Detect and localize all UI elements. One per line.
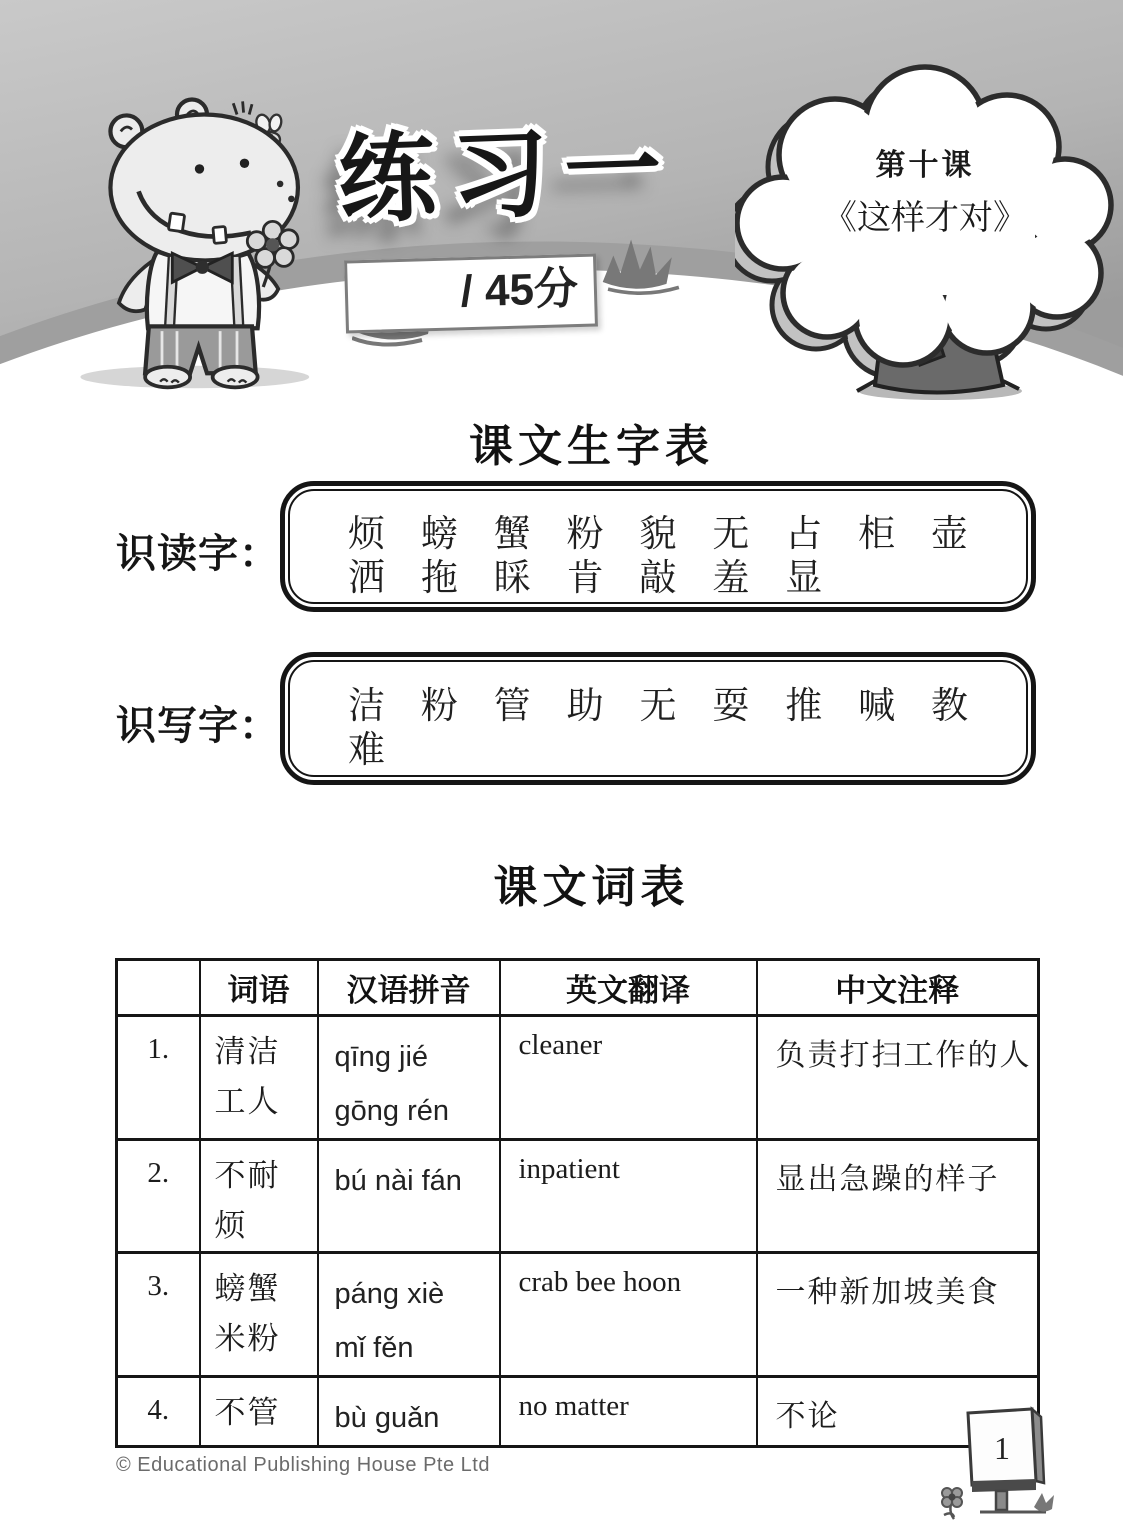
grass-tuft-icon [598,236,696,298]
score-box [344,253,598,333]
character: 助 [566,685,604,727]
lesson-title: 《这样才对》 [823,200,1027,237]
note-cell: 负责打扫工作的人 [757,1016,1039,1140]
english-cell: inpatient [500,1140,757,1253]
character: 睬 [493,557,531,599]
hippo-eye [195,164,204,173]
hippo-foot [213,367,258,388]
character: 柜 [858,513,896,555]
character: 壶 [931,513,969,555]
character: 难 [347,729,385,771]
read-characters-row-2 [330,547,986,599]
column-header-word: 词语 [200,960,318,1016]
character: 耍 [712,685,750,727]
read-characters-label: 识读字： [116,532,280,576]
character: 粉 [420,685,458,727]
character: 无 [639,685,677,727]
character: 拖 [420,557,458,599]
column-header-index [117,960,200,1016]
character: 蟹 [493,513,531,555]
character: 粉 [566,513,604,555]
row-number: 3. [117,1253,200,1377]
section-heading-vocabulary: 课文词表 [493,863,690,912]
row-number: 1. [117,1016,200,1140]
pinyin-cell: bù guǎn [318,1377,500,1447]
table-row [117,1140,1039,1253]
write-characters-row-1 [330,675,986,727]
page-number-signpost [930,1403,1065,1528]
character: 肯 [566,557,604,599]
section-heading-characters: 课文生字表 [469,422,714,471]
vocabulary-table [115,958,1040,1448]
character: 羞 [712,557,750,599]
character: 管 [493,685,531,727]
english-cell: cleaner [500,1016,757,1140]
column-header-note: 中文注释 [757,960,1039,1016]
character: 显 [785,557,823,599]
copyright-text: © Educational Publishing House Pte Ltd [116,1454,490,1476]
hippo-mascot-illustration [52,92,347,392]
page-title: 练习一 [336,114,680,235]
column-header-english: 英文翻译 [500,960,757,1016]
hippo-foot [145,367,190,388]
note-cell: 不论 [757,1377,1039,1447]
hippo-tooth [213,226,227,243]
pinyin-cell: bú nài fán [318,1140,500,1253]
table-row [117,1253,1039,1377]
score-label: / 45分 [459,264,579,317]
sign-post [996,1491,1007,1510]
flower-icon [942,1488,962,1519]
column-header-pinyin: 汉语拼音 [318,960,500,1016]
word-cell: 不管 [200,1377,318,1447]
character: 占 [785,513,823,555]
write-characters-box [280,652,1036,785]
character: 洒 [347,557,385,599]
write-characters-label: 识写字： [116,704,280,748]
table-row [117,1016,1039,1140]
character: 貌 [639,513,677,555]
read-characters-row-1 [330,503,986,555]
pinyin-cell: páng xiè mǐ fěn [318,1253,500,1377]
grass-tuft-icon [1034,1493,1054,1512]
character: 洁 [347,685,385,727]
row-number: 4. [117,1377,200,1447]
pinyin-cell: qīng jié gōng rén [318,1016,500,1140]
row-number: 2. [117,1140,200,1253]
english-cell: crab bee hoon [500,1253,757,1377]
hippo-shadow [80,366,309,389]
lesson-number: 第十课 [875,149,975,182]
character: 螃 [420,513,458,555]
suspender-strap [235,257,239,328]
character: 敲 [639,557,677,599]
character: 推 [785,685,823,727]
page-number: 1 [994,1430,1010,1466]
write-characters-row-2 [330,719,986,771]
word-cell: 螃蟹 米粉 [200,1253,318,1377]
character: 喊 [858,685,896,727]
note-cell: 一种新加坡美食 [757,1253,1039,1377]
character: 教 [931,685,969,727]
table-header-row [117,960,1039,1016]
hippo-tooth [168,213,184,232]
character: 无 [712,513,750,555]
english-cell: no matter [500,1377,757,1447]
word-cell: 不耐烦 [200,1140,318,1253]
character: 烦 [347,513,385,555]
hippo-eye [240,159,249,168]
word-cell: 清洁 工人 [200,1016,318,1140]
note-cell: 显出急躁的样子 [757,1140,1039,1253]
table-row [117,1377,1039,1447]
read-characters-box [280,481,1036,612]
